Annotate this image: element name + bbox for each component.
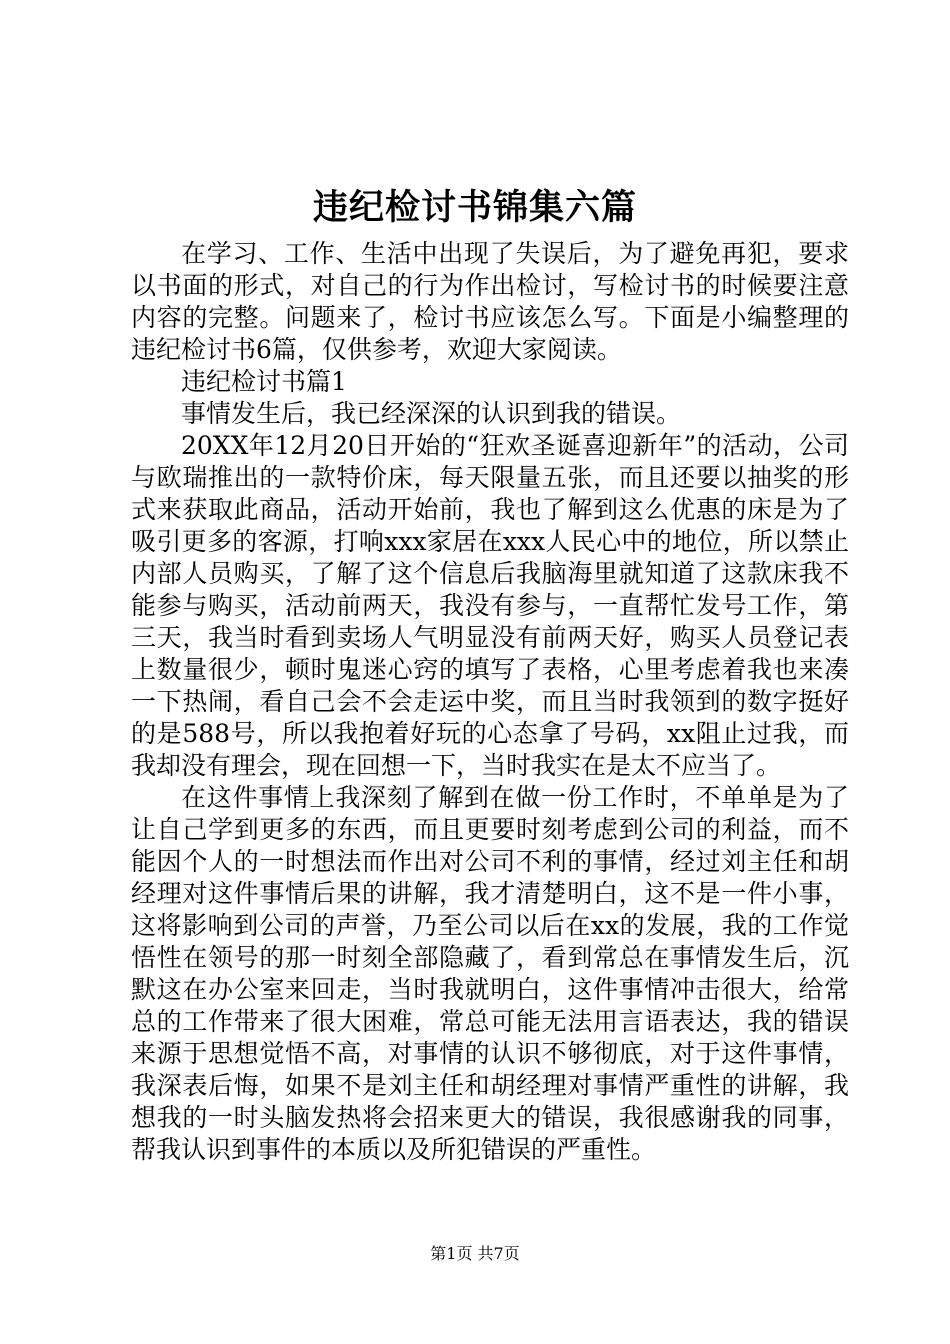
section-heading: 违纪检讨书篇1: [181, 367, 347, 396]
page-footer: 第1页 共7页: [430, 1244, 520, 1263]
document-body: [131, 238, 849, 1166]
paragraph: 事情发生后，我已经深深的认识到我的错误。: [181, 399, 682, 428]
document-title: 违纪检讨书锦集六篇: [312, 187, 637, 228]
paragraph: 20XX年12月20日开始的“狂欢圣诞喜迎新年”的活动，公司与欧瑞推出的一款特价床，每天限量五张，而且还要以抽奖的形式来获取此商品，活动开始前，我也了解到这么优惠的床是为了吸引更多的客源，打响xxx家居在xxx人民心中的地位，所以禁止内部人员购买，了解了这个信息后我脑海里就知道了这款床我不能参与购买，活动前两天，我没有参与，一直帮忙发号工作，第三天，我当时看到卖场人气明显没有前两天好，购买人员登记表上数量很少，顿时鬼迷心窍的填写了表格，心里考虑着我也来凑一下热闹，看自己会不会走运中奖，而且当时我领到的数字挺好的是588号，所以我抱着好玩的心态拿了号码，xx阻止过我，而我却没有理会，现在回想一下，当时我实在是太不应当了。: [131, 431, 849, 780]
paragraph: 在这件事情上我深刻了解到在做一份工作时，不单单是为了让自己学到更多的东西，而且更要时刻考虑到公司的利益，而不能因个人的一时想法而作出对公司不利的事情，经过刘主任和胡经理对这件事情后果的讲解，我才清楚明白，这不是一件小事，这将影响到公司的声誉，乃至公司以后在xx的发展，我的工作觉悟性在领号的那一时刻全部隐藏了，看到常总在事情发生后，沉默这在办公室来回走，当时我就明白，这件事情冲击很大，给常总的工作带来了很大困难，常总可能无法用言语表达，我的错误来源于思想觉悟不高，对事情的认识不够彻底，对于这件事情，我深表后悔，如果不是刘主任和胡经理对事情严重性的讲解，我想我的一时头脑发热将会招来更大的错误，我很感谢我的同事，帮我认识到事件的本质以及所犯错误的严重性。: [131, 783, 849, 1164]
intro-paragraph: 在学习、工作、生活中出现了失误后，为了避免再犯，要求以书面的形式，对自己的行为作出检讨，写检讨书的时候要注意内容的完整。问题来了，检讨书应该怎么写。下面是小编整理的违纪检讨书6篇，仅供参考，欢迎大家阅读。: [131, 239, 849, 364]
